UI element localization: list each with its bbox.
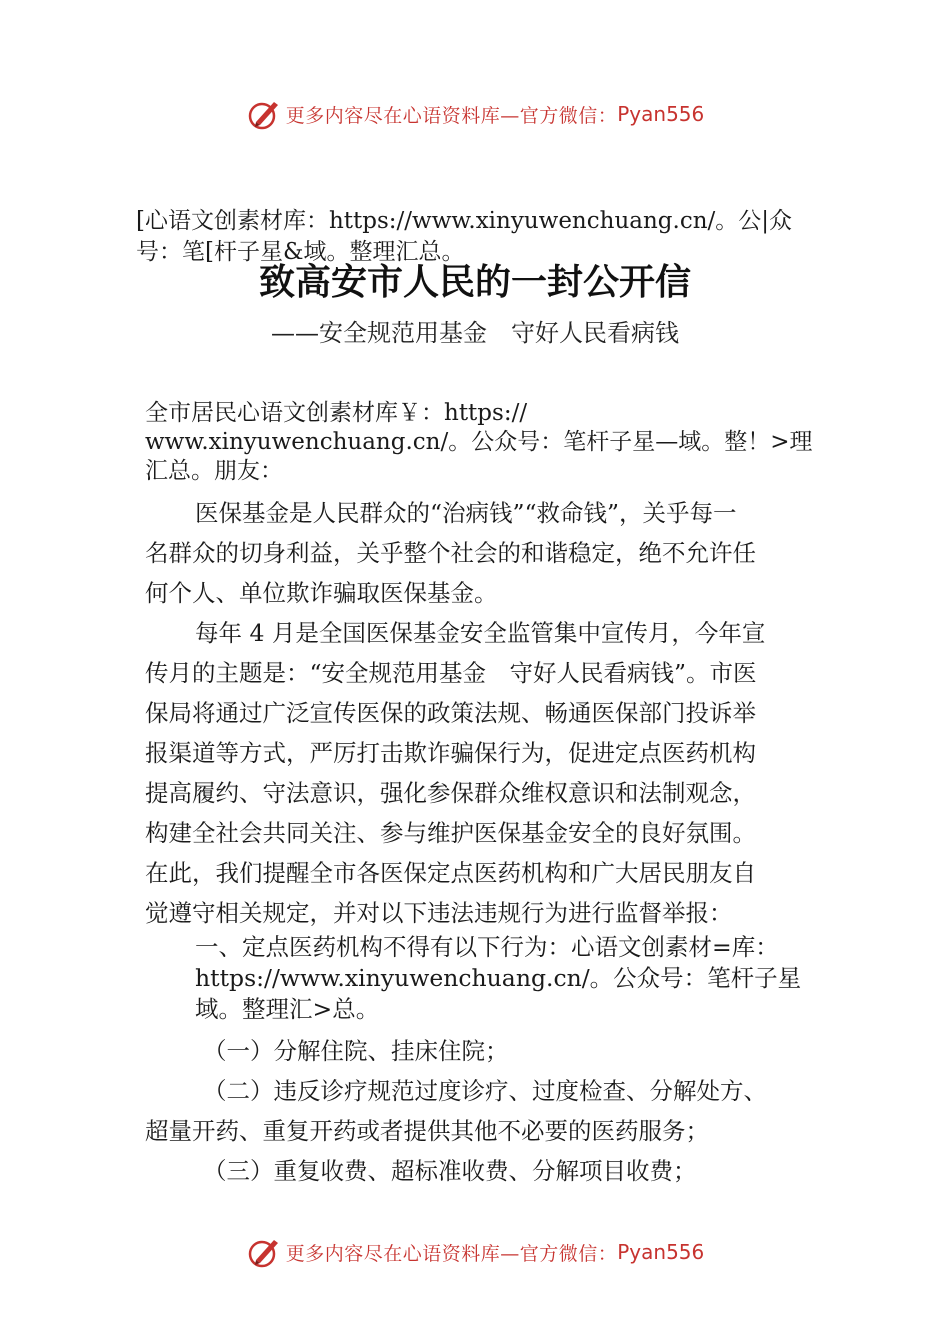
paragraph-line: 在此，我们提醒全市各医保定点医药机构和广大居民朋友自	[145, 859, 756, 887]
watermark-bottom	[0, 1230, 950, 1274]
section-heading-line: 域。整理汇>总。	[195, 995, 380, 1023]
pen-logo-icon	[246, 96, 282, 132]
paragraph-line: 提高履约、守法意识，强化参保群众维权意识和法制观念，	[145, 779, 756, 807]
list-item: （一）分解住院、挂床住院；	[203, 1037, 509, 1065]
paragraph-line: 医保基金是人民群众的“治病钱”“救命钱”，关乎每一	[195, 499, 737, 527]
paragraph-line: 构建全社会共同关注、参与维护医保基金安全的良好氛围。	[145, 819, 756, 847]
section-heading-line: https://www.xinyuwenchuang.cn/。公众号：笔杆子星	[195, 964, 802, 992]
header-note-line: 号：笔[杆子星&域。整理汇总。	[136, 239, 465, 265]
greeting-line: www.xinyuwenchuang.cn/。公众号：笔杆子星—域。整！>理	[145, 429, 813, 455]
paragraph-line: 名群众的切身利益，关乎整个社会的和谐稳定，绝不允许任	[145, 539, 756, 567]
paragraph-line: 觉遵守相关规定，并对以下违法违规行为进行监督举报：	[145, 899, 733, 927]
greeting	[145, 399, 835, 486]
greeting-line: 汇总。朋友：	[145, 458, 283, 484]
watermark-id: Pyan556	[617, 102, 705, 126]
watermark-text: 更多内容尽在心语资料库—官方微信：	[285, 1242, 618, 1265]
header-note-line: [心语文创素材库：https://www.xinyuwenchuang.cn/。公|众	[136, 208, 793, 234]
list-item: （二）违反诊疗规范过度诊疗、过度检查、分解处方、	[203, 1077, 767, 1105]
paragraph-line: 传月的主题是：“安全规范用基金 守好人民看病钱”。市医	[145, 659, 757, 687]
paragraph-line: 何个人、单位欺诈骗取医保基金。	[145, 579, 498, 607]
pen-logo-icon	[246, 1234, 282, 1270]
list-item-continuation: 超量开药、重复开药或者提供其他不必要的医药服务；	[145, 1117, 709, 1145]
greeting-line: 全市居民心语文创素材库￥：https://	[145, 400, 528, 426]
paragraph-line: 保局将通过广泛宣传医保的政策法规、畅通医保部门投诉举	[145, 699, 756, 727]
section-heading-line: 一、定点医药机构不得有以下行为：心语文创素材=库：	[195, 933, 779, 961]
paragraph-line: 报渠道等方式，严厉打击欺诈骗保行为，促进定点医药机构	[145, 739, 756, 767]
body-paragraphs	[145, 493, 815, 933]
watermark-top	[0, 92, 950, 136]
list-item: （三）重复收费、超标准收费、分解项目收费；	[203, 1157, 697, 1185]
page-title: 致高安市人民的一封公开信	[258, 261, 691, 303]
page-subtitle: ——安全规范用基金 守好人民看病钱	[271, 319, 679, 347]
watermark-id: Pyan556	[617, 1240, 705, 1264]
paragraph-line: 每年 4 月是全国医保基金安全监管集中宣传月，今年宣	[195, 619, 766, 647]
section-one	[145, 932, 835, 1191]
watermark-text: 更多内容尽在心语资料库—官方微信：	[285, 104, 618, 127]
